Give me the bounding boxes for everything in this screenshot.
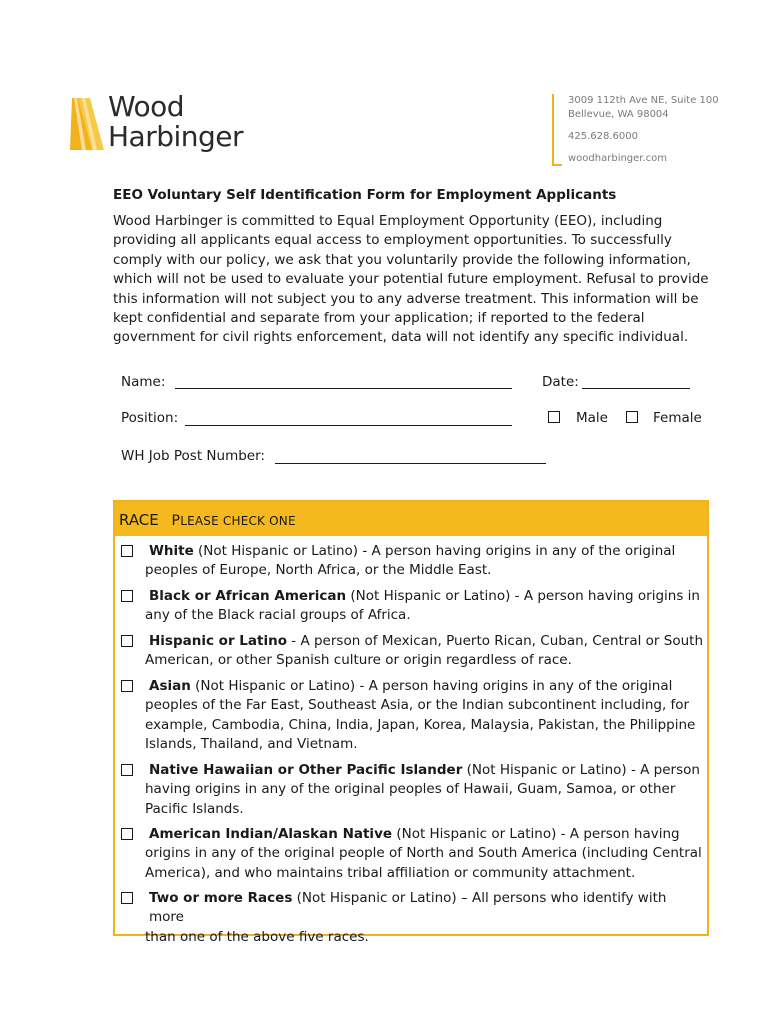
- race-option-name: Hispanic or Latino: [149, 633, 287, 649]
- female-label: Female: [653, 410, 702, 426]
- name-input-line[interactable]: [175, 388, 512, 389]
- position-label: Position:: [121, 410, 179, 426]
- race-option-description: American, or other Spanish culture or origin regardless of race.: [145, 652, 572, 669]
- race-checkbox-hispanic[interactable]: [121, 635, 133, 647]
- race-option-name: Native Hawaiian or Other Pacific Islander: [149, 762, 463, 778]
- address-phone: 425.628.6000: [568, 131, 638, 142]
- race-option-description: peoples of Europe, North Africa, or the Middle East.: [145, 562, 492, 579]
- male-label: Male: [576, 410, 608, 426]
- job-post-input-line[interactable]: [275, 463, 546, 464]
- race-section: RACE PLEASE CHECK ONE White (Not Hispanic or Latino) - A person having origins in any of the original peoples of Europe, North Africa, or the Middle East. Black or African American (Not Hispanic or Latino) - A person having origins in any of the Black racial groups of Africa. Hispanic or Latino - A person of Mexican, Puerto Rican, Cuban, Central or South American, or other Spanish culture or origin regardless of race. Asian (Not Hispanic or Latino) - A person having origins in any of the original peoples of the Far East, Southeast Asia, or the Indian subcontinent including, for example, Cambodia, China, India, Japan, Korea, Malaysia, Pakistan, the Philippine Islands, Thailand, and Vietnam. Native Hawaiian or Other Pacific Islander (Not Hispanic or Latino) - A person having origins in any of the original peoples of Hawaii, Guam, Samoa, or other Pacific Islands. American Indian/Alaskan Native (Not Hispanic or Latino) - A person having origins in any of the original people of North and South America (including Central America), and who maintains tribal affiliation or community attachment. Two or more Races (Not Hispanic or Latino) – All persons who identify with more than one of the above five races.: [113, 500, 709, 936]
- address-city: Bellevue, WA 98004: [568, 109, 669, 120]
- name-label: Name:: [121, 374, 166, 390]
- race-option-description: any of the Black racial groups of Africa.: [145, 607, 411, 624]
- race-option-description: having origins in any of the original peoples of Hawaii, Guam, Samoa, or other Pacific Islands.: [145, 781, 676, 817]
- race-checkbox-two-or-more[interactable]: [121, 892, 133, 904]
- race-option-name: Asian: [149, 678, 191, 694]
- logo-wordmark: [108, 92, 243, 152]
- race-option-description: origins in any of the original people of North and South America (including Central America), and who maintains tribal affiliation or community attachment.: [145, 845, 702, 881]
- logo-line-2: Harbinger: [108, 120, 244, 153]
- company-logo: [68, 90, 244, 154]
- race-checkbox-pacific-islander[interactable]: [121, 764, 133, 776]
- race-option-description: peoples of the Far East, Southeast Asia, or the Indian subcontinent including, for example, Cambodia, China, India, Japan, Korea, Malaysia, Pakistan, the Philippine Islands, Thailand, and Vietnam.: [145, 697, 696, 753]
- race-option-name: American Indian/Alaskan Native: [149, 826, 393, 842]
- address-website: woodharbinger.com: [568, 153, 668, 164]
- race-instruction: PLEASE CHECK ONE: [171, 513, 296, 529]
- male-checkbox[interactable]: [548, 411, 560, 423]
- race-checkbox-black[interactable]: [121, 590, 133, 602]
- female-checkbox[interactable]: [626, 411, 638, 423]
- race-option-name: White: [149, 543, 194, 559]
- address-accent-line: [552, 164, 562, 166]
- race-header: [115, 502, 707, 536]
- race-checkbox-asian[interactable]: [121, 680, 133, 692]
- logo-line-1: Wood: [108, 90, 185, 123]
- race-option-name: Black or African American: [149, 588, 347, 604]
- wood-harbinger-logo-icon: [68, 96, 106, 152]
- form-title: EEO Voluntary Self Identification Form for Employment Applicants: [113, 187, 617, 203]
- job-post-label: WH Job Post Number:: [121, 448, 265, 464]
- date-input-line[interactable]: [582, 388, 690, 389]
- race-checkbox-white[interactable]: [121, 545, 133, 557]
- race-heading: RACE: [119, 511, 159, 529]
- race-option-name: Two or more Races: [149, 890, 293, 906]
- race-checkbox-american-indian[interactable]: [121, 828, 133, 840]
- date-label: Date:: [542, 374, 579, 390]
- position-input-line[interactable]: [185, 425, 512, 426]
- address-street: 3009 112th Ave NE, Suite 100: [568, 95, 719, 106]
- company-address: [552, 94, 742, 166]
- race-option-description: than one of the above five races.: [145, 928, 369, 945]
- intro-paragraph: Wood Harbinger is committed to Equal Employment Opportunity (EEO), including providing all applicants equal access to employment opportunities. To successfully comply with our policy, we ask that you voluntarily provide the following information, which will not be used to evaluate your potential future employment. Refusal to provide this information will not subject you to any adverse treatment. This information will be kept confidential and separate from your application; if reported to the federal government for civil rights enforcement, data will not identify any specific individual.: [113, 213, 709, 346]
